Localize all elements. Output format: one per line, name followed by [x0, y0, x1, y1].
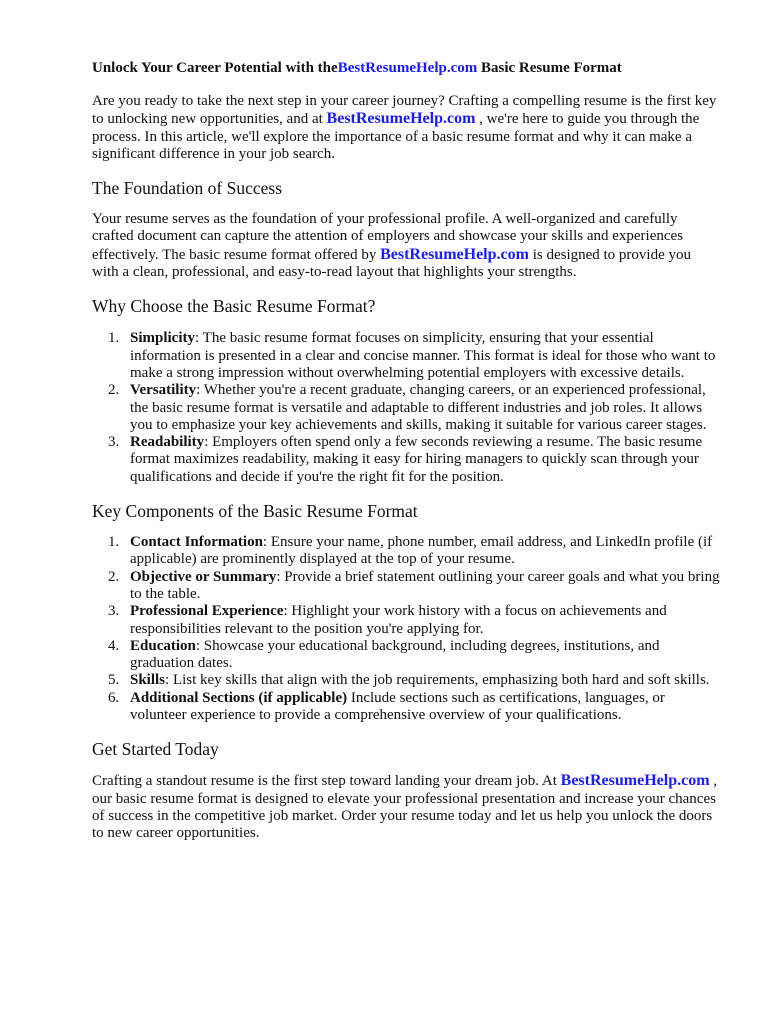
- list-item: [92, 672, 720, 689]
- list-item-number: 2.: [108, 382, 120, 399]
- key-components-list: [92, 534, 720, 724]
- list-item: [92, 603, 720, 638]
- title-text-after: Basic Resume Format: [477, 60, 622, 76]
- title-text-before: Unlock Your Career Potential with the: [92, 60, 338, 76]
- list-item-text: : The basic resume format focuses on simplicity, ensuring that your essential information is presented in a clear and concise manner. This format is ideal for those who want to make a strong impression without overwhelming potential employers with excessive details.: [130, 330, 716, 381]
- list-item-text: : Ensure your name, phone number, email address, and LinkedIn profile (if applicable) are prominently displayed at the top of your resume.: [130, 534, 713, 568]
- foundation-paragraph: [92, 211, 720, 281]
- list-item-term: Readability: [130, 434, 205, 451]
- list-item: [92, 638, 720, 673]
- get-started-paragraph: [92, 772, 720, 842]
- list-item-text: : Provide a brief statement outlining your career goals and what you bring to the table.: [130, 568, 720, 602]
- list-item-number: 1.: [108, 330, 120, 347]
- list-item: [92, 534, 720, 569]
- list-item-number: 6.: [108, 689, 120, 706]
- foundation-text-before: Your resume serves as the foundation of your professional profile. A well-organized and carefully crafted document can capture the attention of employers and showcase your skills and experiences effectively. The basic resume format offered by: [92, 211, 684, 263]
- list-item-term: Professional Experience: [130, 603, 284, 620]
- list-item-text: : List key skills that align with the job requirements, emphasizing both hard and soft skills.: [165, 672, 710, 689]
- intro-link[interactable]: BestResumeHelp.com: [326, 110, 476, 128]
- list-item-number: 2.: [108, 568, 120, 585]
- list-item-text: : Employers often spend only a few seconds reviewing a resume. The basic resume format maximizes readability, making it easy for hiring managers to quickly scan through your qualifications and decide if you're the right fit for the position.: [130, 434, 703, 485]
- heading-foundation: The Foundation of Success: [92, 178, 283, 199]
- foundation-text-after: is designed to provide you with a clean, professional, and easy-to-read layout that highlights your strengths.: [92, 246, 692, 281]
- list-item-text: : Showcase your educational background, including degrees, institutions, and graduation dates.: [130, 637, 660, 672]
- get-started-text-before: Crafting a standout resume is the first step toward landing your dream job. At: [92, 773, 561, 790]
- list-item-term: Contact Information: [130, 534, 263, 551]
- list-item-text: : Highlight your work history with a focus on achievements and responsibilities relevant to the position you're applying for.: [130, 603, 667, 637]
- list-item-number: 3.: [108, 603, 120, 620]
- why-list: [92, 330, 720, 486]
- intro-text-before: Are you ready to take the next step in your career journey? Crafting a compelling resume is the first key to unlocking new opportunities, and at: [92, 93, 717, 128]
- list-item-number: 5.: [108, 672, 120, 689]
- list-item-text: Include sections such as certifications, languages, or volunteer experience to provide a comprehensive overview of your qualifications.: [130, 689, 665, 724]
- intro-paragraph: [92, 93, 720, 163]
- get-started-text-after: , our basic resume format is designed to elevate your professional presentation and increase your chances of success in the competitive job market. Order your resume today and let us help you unlock the doors to new career opportunities.: [92, 773, 718, 842]
- heading-get-started: Get Started Today: [92, 739, 219, 760]
- list-item-number: 1.: [108, 534, 120, 551]
- list-item-term: Additional Sections (if applicable): [130, 689, 348, 706]
- intro-text-after: , we're here to guide you through the process. In this article, we'll explore the importance of a basic resume format and why it can make a significant difference in your job search.: [92, 111, 700, 162]
- heading-why-choose: Why Choose the Basic Resume Format?: [92, 296, 376, 317]
- list-item: [92, 690, 720, 725]
- list-item-term: Simplicity: [130, 330, 196, 347]
- list-item-text: : Whether you're a recent graduate, changing careers, or an experienced professional, the basic resume format is versatile and adaptable to different industries and job roles. It allows you to emphasize your key achievements and skills, making it suitable for various career stages.: [130, 382, 707, 433]
- list-item-number: 3.: [108, 434, 120, 451]
- list-item-number: 4.: [108, 637, 120, 654]
- foundation-link[interactable]: BestResumeHelp.com: [380, 245, 529, 263]
- list-item: [92, 330, 720, 382]
- list-item: [92, 382, 720, 434]
- list-item-term: Education: [130, 637, 196, 654]
- list-item-term: Objective or Summary: [130, 568, 277, 585]
- list-item-term: Skills: [130, 672, 166, 689]
- heading-key-components: Key Components of the Basic Resume Format: [92, 501, 418, 522]
- get-started-link[interactable]: BestResumeHelp.com: [560, 772, 710, 790]
- document-title: [92, 58, 720, 79]
- title-link[interactable]: BestResumeHelp.com: [337, 60, 478, 76]
- list-item: [92, 434, 720, 486]
- list-item-term: Versatility: [130, 382, 197, 399]
- list-item: [92, 569, 720, 604]
